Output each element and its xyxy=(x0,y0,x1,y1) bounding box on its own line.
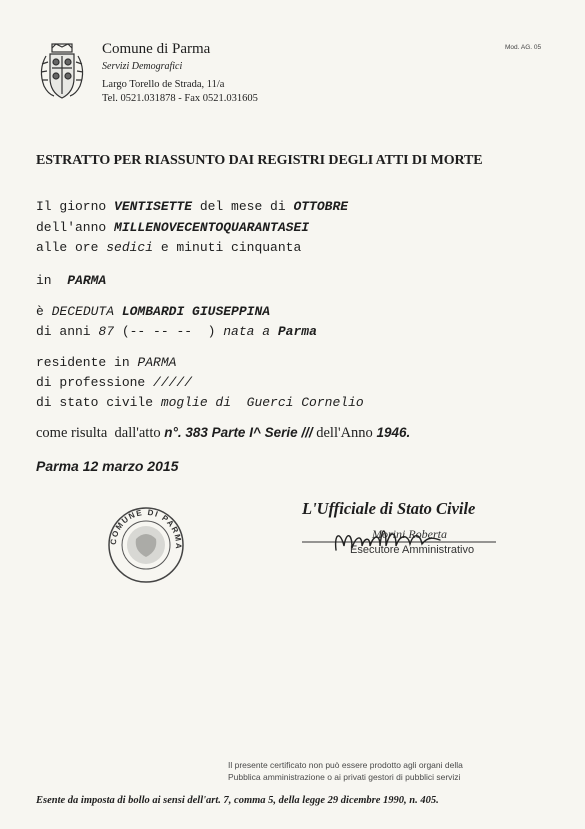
day-prefix: Il giorno xyxy=(36,199,115,214)
death-place: PARMA xyxy=(67,273,107,288)
stamp-duty-exemption: Esente da imposta di bollo ai sensi dell'art. 7, comma 5, della legge 29 dicembre 1990, n. 405. xyxy=(36,795,439,806)
document-title: ESTRATTO PER RIASSUNTO DAI REGISTRI DEGLI ATTI DI MORTE xyxy=(36,153,483,168)
born-label: nata a xyxy=(215,324,278,339)
death-day: VENTISETTE xyxy=(114,199,193,214)
place-prefix: in xyxy=(36,273,68,288)
residence-prefix: residente in xyxy=(36,355,138,370)
act-number: n°. 383 Parte I^ Serie /// xyxy=(164,425,313,440)
death-place-line xyxy=(36,273,106,288)
office-address: Largo Torello de Strada, 11/a xyxy=(102,79,225,90)
age-value: 87 xyxy=(98,324,115,339)
office-name: Comune di Parma xyxy=(102,41,211,57)
death-time-line xyxy=(36,240,301,255)
footer-note-line-1: Il presente certificato non può essere prodotto agli organi della xyxy=(228,760,463,770)
age-birth-line xyxy=(36,324,317,339)
month-prefix: del mese di xyxy=(192,199,294,214)
profession-prefix: di professione xyxy=(36,375,154,390)
deceased-prefix: è xyxy=(36,304,52,319)
death-day-line xyxy=(36,199,348,214)
act-year: 1946. xyxy=(376,425,411,440)
civil-status-prefix: di stato civile xyxy=(36,395,161,410)
hour-prefix: alle ore xyxy=(36,240,107,255)
profession-line xyxy=(36,375,192,390)
city-crest-icon xyxy=(36,42,88,100)
signer-role: Esecutore Amministrativo xyxy=(350,544,475,556)
death-month: OTTOBRE xyxy=(293,199,349,214)
year-prefix: dell'anno xyxy=(36,220,115,235)
form-code: Mod. AG. 05 xyxy=(505,44,542,51)
official-stamp-icon xyxy=(106,505,186,585)
act-year-prefix: dell'Anno xyxy=(312,425,377,441)
deceased-line xyxy=(36,304,270,319)
age-prefix: di anni xyxy=(36,324,99,339)
civil-status-value: moglie di xyxy=(160,395,232,410)
act-reference-line xyxy=(36,425,410,442)
birth-place: Parma xyxy=(277,324,317,339)
act-prefix: come risulta dall'atto xyxy=(36,425,165,441)
profession-value: ///// xyxy=(153,375,193,390)
birth-date-blank: (-- -- -- ) xyxy=(114,324,216,339)
signature-block xyxy=(300,516,510,566)
office-department: Servizi Demografici xyxy=(102,61,183,72)
spouse-name: Guerci Cornelio xyxy=(231,395,364,410)
footer-note-line-2: Pubblica amministrazione o ai privati gestori di pubblici servizi xyxy=(228,772,461,782)
death-minutes: e minuti cinquanta xyxy=(153,240,302,255)
civil-status-line xyxy=(36,395,364,410)
issue-place-date: Parma 12 marzo 2015 xyxy=(36,458,179,474)
stamp-ring-text: COMUNE DI PARMA xyxy=(108,507,184,551)
office-phone-fax: Tel. 0521.031878 - Fax 0521.031605 xyxy=(102,93,258,104)
signer-name: Morini Roberta xyxy=(372,527,447,541)
death-year-line xyxy=(36,220,309,235)
deceased-name: LOMBARDI GIUSEPPINA xyxy=(114,304,271,319)
death-hour: sedici xyxy=(106,240,154,255)
deceased-label: DECEDUTA xyxy=(51,304,115,319)
signature-title: L'Ufficiale di Stato Civile xyxy=(302,499,476,518)
residence-value: PARMA xyxy=(137,355,177,370)
residence-line xyxy=(36,355,176,370)
death-year: MILLENOVECENTOQUARANTASEI xyxy=(114,220,310,235)
